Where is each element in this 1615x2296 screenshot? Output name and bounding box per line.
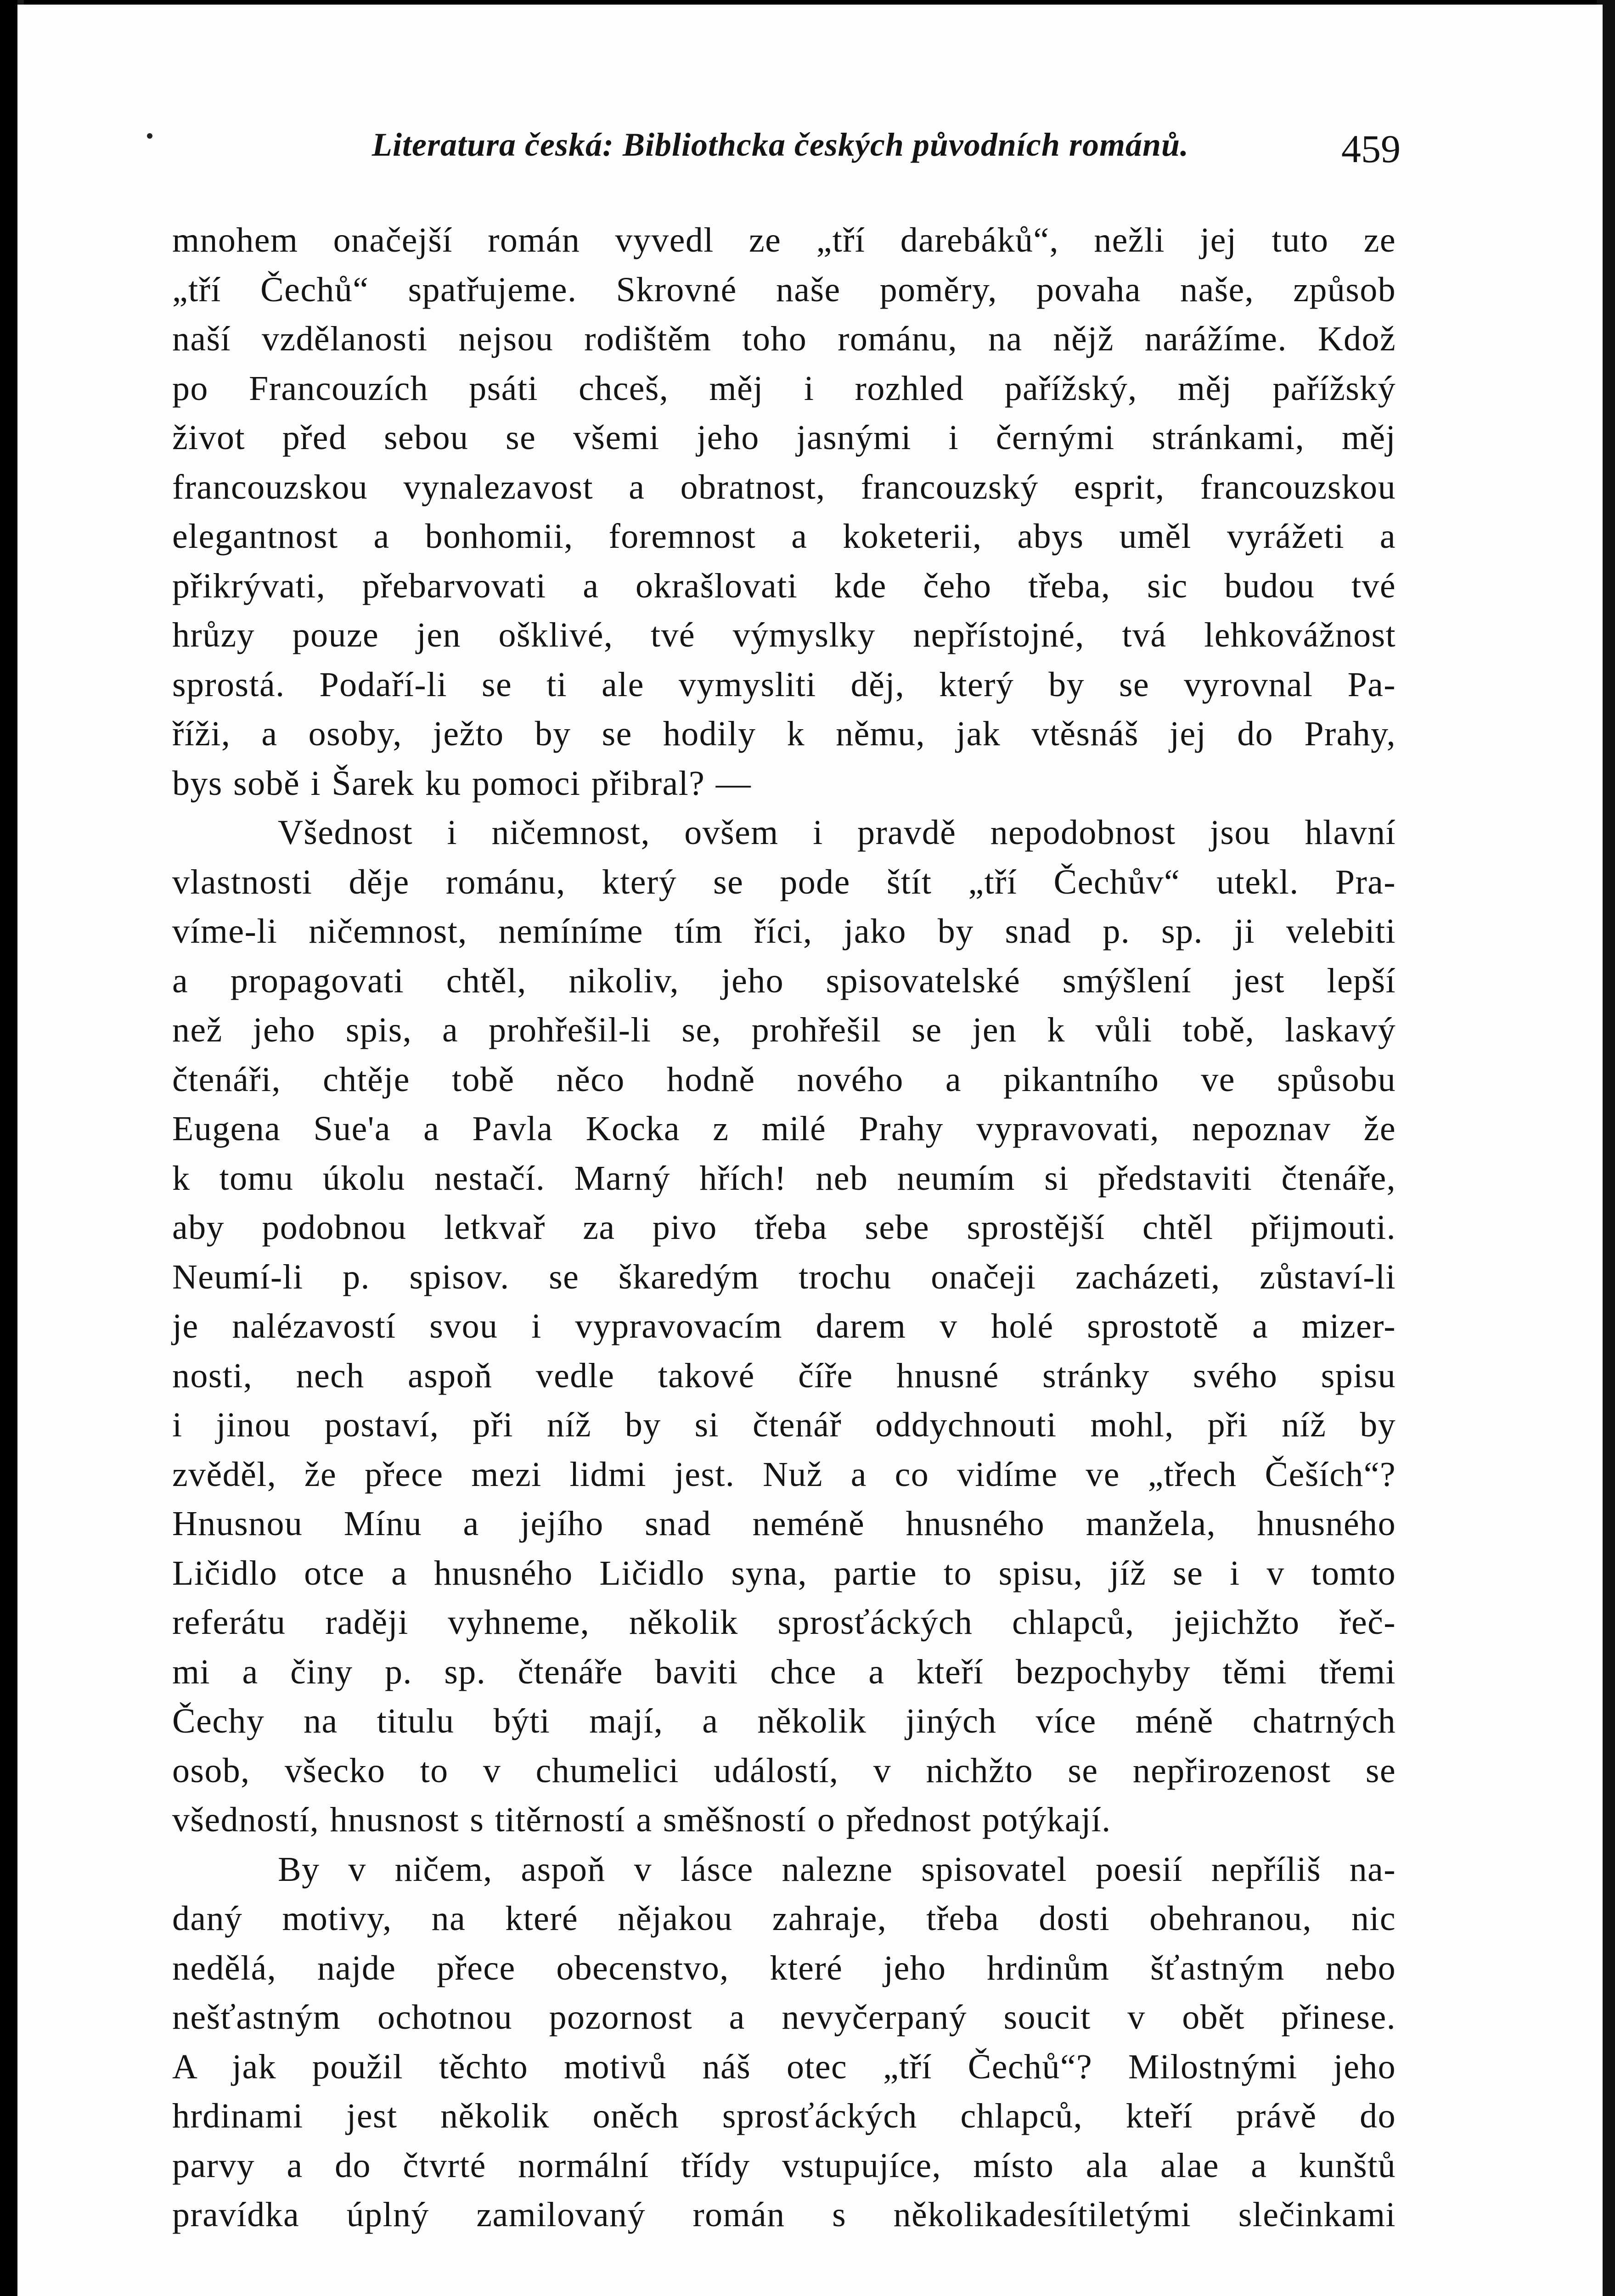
text-line: pravídka úplný zamilovaný román s několikadesítiletými slečinkami xyxy=(172,2195,1396,2234)
running-head: Literatura česká: Bibliothcka českých původních románů. xyxy=(372,126,1189,163)
text-line: než jeho spis, a prohřešil-li se, prohřešil se jen k vůli tobě, laskavý xyxy=(172,1011,1396,1049)
text-line: francouzskou vynalezavost a obratnost, francouzský esprit, francouzskou xyxy=(172,467,1396,506)
text-line: hrůzy pouze jen ošklivé, tvé výmyslky nepřístojné, tvá lehkovážnost xyxy=(172,616,1396,654)
text-line: referátu raději vyhneme, několik sprosťáckých chlapců, jejichžto řeč- xyxy=(172,1603,1396,1642)
text-line: všedností, hnusnost s titěrností a směšností o přednost potýkají. xyxy=(172,1801,1111,1839)
text-line: nedělá, najde přece obecenstvo, které jeho hrdinům šťastným nebo xyxy=(172,1948,1396,1987)
text-line: zvěděl, že přece mezi lidmi jest. Nuž a co vidíme ve „třech Češích“? xyxy=(172,1455,1396,1494)
text-line: Neumí-li p. spisov. se škaredým trochu onačeji zacházeti, zůstaví-li xyxy=(172,1257,1396,1296)
text-line: mi a činy p. sp. čtenáře baviti chce a kteří bezpochyby těmi třemi xyxy=(172,1652,1396,1691)
paragraph-2 xyxy=(172,808,1396,1845)
text-line: daný motivy, na které nějakou zahraje, třeba dosti obehranou, nic xyxy=(172,1899,1396,1938)
text-line: Eugena Sue'a a Pavla Kocka z milé Prahy vypravovati, nepoznav že xyxy=(172,1109,1396,1148)
paragraph-3 xyxy=(172,1845,1396,2240)
text-line: naší vzdělanosti nejsou rodištěm toho románu, na nějž narážíme. Kdož xyxy=(172,320,1396,358)
text-line: Hnusnou Mínu a jejího snad neméně hnusného manžela, hnusného xyxy=(172,1504,1396,1543)
text-line: A jak použil těchto motivů náš otec „tří Čechů“? Milostnými jeho xyxy=(172,2047,1396,2086)
text-line: hrdinami jest několik oněch sprosťáckých chlapců, kteří právě do xyxy=(172,2097,1396,2135)
text-line: nosti, nech aspoň vedle takové číře hnusné stránky svého spisu xyxy=(172,1356,1396,1395)
text-line: elegantnost a bonhomii, foremnost a koketerii, abys uměl vyrážeti a xyxy=(172,517,1396,556)
paragraph-1 xyxy=(172,216,1396,808)
text-line: a propagovati chtěl, nikoliv, jeho spisovatelské smýšlení jest lepší xyxy=(172,961,1396,1000)
text-line: Všednost i ničemnost, ovšem i pravdě nepodobnost jsou hlavní xyxy=(278,813,1396,852)
text-line: aby podobnou letkvař za pivo třeba sebe sprostější chtěl přijmouti. xyxy=(172,1208,1396,1247)
page-number: 459 xyxy=(1341,127,1401,171)
text-line: „tří Čechů“ spatřujeme. Skrovné naše poměry, povaha naše, způsob xyxy=(172,270,1396,309)
text-line: čtenáři, chtěje tobě něco hodně nového a pikantního ve spůsobu xyxy=(172,1060,1396,1099)
page-header xyxy=(152,115,1401,174)
text-line: k tomu úkolu nestačí. Marný hřích! neb neumím si představiti čtenáře, xyxy=(172,1159,1396,1198)
text-line: mnohem onačejší román vyvedl ze „tří darebáků“, nežli jej tuto ze xyxy=(172,221,1396,259)
text-line: nešťastným ochotnou pozornost a nevyčerpaný soucit v obět přinese. xyxy=(172,1998,1396,2037)
text-line: bys sobě i Šarek ku pomoci přibral? — xyxy=(172,764,752,803)
text-line: i jinou postaví, při níž by si čtenář oddychnouti mohl, při níž by xyxy=(172,1406,1396,1444)
text-line: osob, všecko to v chumelici událostí, v nichžto se nepřirozenost se xyxy=(172,1751,1396,1790)
stray-dot xyxy=(147,133,152,139)
text-line: sprostá. Podaří-li se ti ale vymysliti děj, který by se vyrovnal Pa- xyxy=(172,665,1396,704)
text-line: parvy a do čtvrté normální třídy vstupujíce, místo ala alae a kunštů xyxy=(172,2146,1396,2185)
text-line: Čechy na titulu býti mají, a několik jiných více méně chatrných xyxy=(172,1702,1396,1740)
text-line: život před sebou se všemi jeho jasnými i černými stránkami, měj xyxy=(172,418,1396,457)
text-line: je nalézavostí svou i vypravovacím darem v holé sprostotě a mizer- xyxy=(172,1307,1396,1345)
body-text xyxy=(172,216,1396,2240)
text-line: po Francouzích psáti chceš, měj i rozhled pařížský, měj pařížský xyxy=(172,369,1396,408)
text-line: přikrývati, přebarvovati a okrašlovati kde čeho třeba, sic budou tvé xyxy=(172,566,1396,605)
text-line: By v ničem, aspoň v lásce nalezne spisovatel poesií nepříliš na- xyxy=(278,1850,1396,1889)
text-line: víme-li ničemnost, nemíníme tím říci, jako by snad p. sp. ji velebiti xyxy=(172,912,1396,951)
text-line: říži, a osoby, ježto by se hodily k němu, jak vtěsnáš jej do Prahy, xyxy=(172,715,1396,753)
text-line: Ličidlo otce a hnusného Ličidlo syna, partie to spisu, jíž se i v tomto xyxy=(172,1553,1396,1593)
text-line: vlastnosti děje románu, který se pode štít „tří Čechův“ utekl. Pra- xyxy=(172,862,1396,901)
